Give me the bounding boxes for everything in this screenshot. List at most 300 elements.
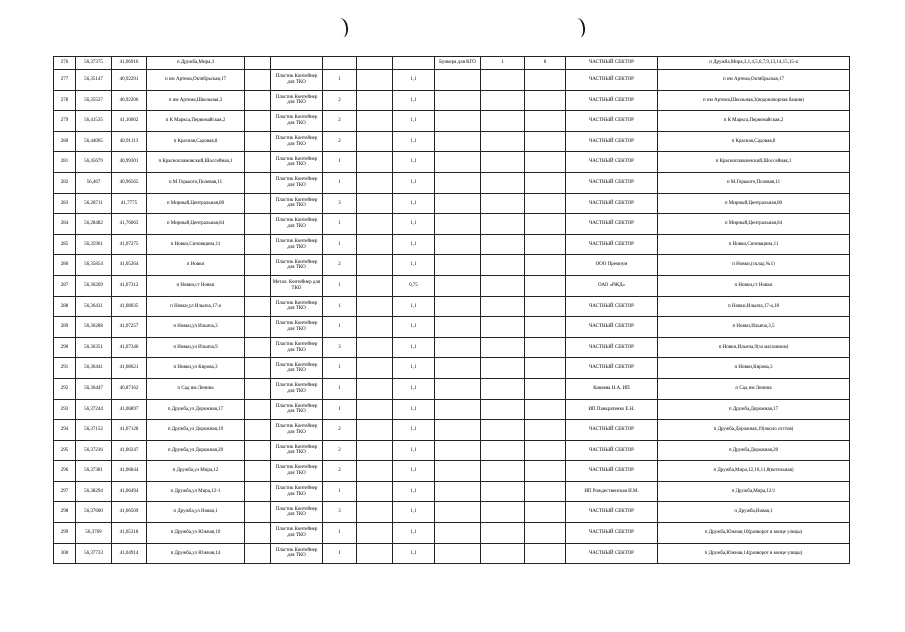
cell-empty — [357, 440, 393, 461]
table-row — [54, 193, 850, 214]
table-row — [54, 57, 850, 70]
cell-container-volume — [393, 57, 435, 70]
cell-latitude: 56,44065 — [76, 131, 112, 152]
cell-longitude: 40,91113 — [112, 131, 147, 152]
table-row — [54, 502, 850, 523]
cell-address: п им Артема,Школьная,3 — [147, 90, 245, 111]
cell-bunker-type — [435, 461, 481, 482]
cell-address: п Новки,ул Ильича,3 — [147, 317, 245, 338]
cell-longitude: 41,06844 — [112, 461, 147, 482]
cell-bunker-volume — [525, 358, 566, 379]
cell-waste-source: п Мирный,Центральная,80 — [658, 193, 850, 214]
table-row — [54, 378, 850, 399]
cell-owner: ЧАСТНЫЙ СЕКТОР — [566, 543, 658, 564]
cell-empty — [245, 214, 271, 235]
cell-waste-source: п Дружба,Новая,1 — [658, 502, 850, 523]
cell-empty — [245, 296, 271, 317]
cell-bunker-count — [481, 317, 525, 338]
cell-waste-source: п Новки,Ильича,9(за магазином) — [658, 337, 850, 358]
cell-bunker-volume: 8 — [525, 57, 566, 70]
cell-empty — [357, 214, 393, 235]
cell-empty — [357, 358, 393, 379]
cell-waste-source: п Новки,Сиповщина,11 — [658, 234, 850, 255]
cell-latitude: 56,37244 — [76, 399, 112, 420]
cell-waste-source: п Новки,(склад №1) — [658, 255, 850, 276]
cell-row-number: 290 — [54, 337, 76, 358]
cell-bunker-type — [435, 378, 481, 399]
cell-container-type: Пластик Контейнер для ТКО — [271, 378, 323, 399]
cell-row-number: 284 — [54, 214, 76, 235]
cell-latitude: 56,35961 — [76, 234, 112, 255]
table-row — [54, 275, 850, 296]
table-row — [54, 214, 850, 235]
cell-container-volume: 1,1 — [393, 502, 435, 523]
cell-container-type: Пластик Контейнер для ТКО — [271, 440, 323, 461]
cell-container-volume: 1,1 — [393, 399, 435, 420]
cell-latitude: 56,28711 — [76, 193, 112, 214]
table-row — [54, 543, 850, 564]
cell-waste-source: п Новки,Ильича,3,5 — [658, 317, 850, 338]
cell-container-count — [323, 57, 357, 70]
cell-bunker-count — [481, 378, 525, 399]
cell-longitude: 40,92206 — [112, 90, 147, 111]
cell-bunker-volume — [525, 317, 566, 338]
cell-bunker-type — [435, 543, 481, 564]
cell-bunker-volume — [525, 296, 566, 317]
cell-longitude: 41,7775 — [112, 193, 147, 214]
cell-bunker-volume — [525, 337, 566, 358]
cell-owner: ОАО «РЖД» — [566, 275, 658, 296]
cell-longitude: 41,07312 — [112, 275, 147, 296]
cell-latitude: 56,28482 — [76, 214, 112, 235]
cell-bunker-volume — [525, 255, 566, 276]
cell-longitude: 41,04914 — [112, 543, 147, 564]
cell-bunker-count — [481, 193, 525, 214]
table-row — [54, 296, 850, 317]
cell-bunker-count — [481, 543, 525, 564]
cell-empty — [357, 543, 393, 564]
cell-address: п Дружба,ул Мира,12-1 — [147, 481, 245, 502]
cell-bunker-volume — [525, 70, 566, 91]
cell-longitude: 41,08621 — [112, 358, 147, 379]
cell-container-type: Пластик Контейнер для ТКО — [271, 255, 323, 276]
cell-waste-source: п Новки,Кирова,3 — [658, 358, 850, 379]
table-row — [54, 358, 850, 379]
cell-bunker-count — [481, 234, 525, 255]
cell-bunker-count — [481, 172, 525, 193]
cell-empty — [245, 57, 271, 70]
cell-bunker-count — [481, 502, 525, 523]
cell-empty — [245, 420, 271, 441]
cell-row-number: 281 — [54, 152, 76, 173]
cell-container-volume: 0,75 — [393, 275, 435, 296]
cell-address: п Дружба,ул Дорожная,17 — [147, 399, 245, 420]
cell-row-number: 297 — [54, 481, 76, 502]
cell-row-number: 292 — [54, 378, 76, 399]
cell-bunker-count — [481, 420, 525, 441]
cell-address: п Дружба,ул Дорожная,19 — [147, 420, 245, 441]
cell-longitude: 41,07257 — [112, 317, 147, 338]
cell-bunker-count — [481, 440, 525, 461]
cell-container-volume: 1,1 — [393, 172, 435, 193]
cell-container-volume: 1,1 — [393, 90, 435, 111]
cell-container-volume: 1,1 — [393, 131, 435, 152]
cell-owner: ЧАСТНЫЙ СЕКТОР — [566, 111, 658, 132]
cell-container-type: Пластик Контейнер для ТКО — [271, 70, 323, 91]
table-row — [54, 461, 850, 482]
cell-bunker-count — [481, 461, 525, 482]
cell-container-count: 2 — [323, 420, 357, 441]
cell-bunker-type — [435, 523, 481, 544]
cell-container-type: Пластик Контейнер для ТКО — [271, 502, 323, 523]
cell-owner: ООО Премиум — [566, 255, 658, 276]
cell-address: п Дружба,ул Мира,12 — [147, 461, 245, 482]
cell-container-volume: 1,1 — [393, 481, 435, 502]
cell-latitude: 56,37733 — [76, 543, 112, 564]
cell-empty — [357, 57, 393, 70]
cell-container-count: 1 — [323, 70, 357, 91]
cell-address: п Дружба,ул Южная,10 — [147, 523, 245, 544]
cell-longitude: 41,76063 — [112, 214, 147, 235]
cell-latitude: 56,36288 — [76, 317, 112, 338]
table-row — [54, 399, 850, 420]
cell-bunker-volume — [525, 481, 566, 502]
cell-latitude: 56,36431 — [76, 296, 112, 317]
cell-container-count: 1 — [323, 296, 357, 317]
cell-container-volume: 1,1 — [393, 440, 435, 461]
cell-empty — [357, 131, 393, 152]
cell-empty — [357, 481, 393, 502]
table-row — [54, 90, 850, 111]
cell-latitude: 56,45679 — [76, 152, 112, 173]
cell-container-type: Пластик Контейнер для ТКО — [271, 296, 323, 317]
cell-bunker-count — [481, 111, 525, 132]
cell-owner: ЧАСТНЫЙ СЕКТОР — [566, 152, 658, 173]
cell-empty — [245, 90, 271, 111]
cell-longitude: 41,08035 — [112, 296, 147, 317]
cell-container-type: Пластик Контейнер для ТКО — [271, 337, 323, 358]
cell-row-number: 277 — [54, 70, 76, 91]
cell-empty — [357, 420, 393, 441]
cell-address: п Новки,ул Ильича,17-а — [147, 296, 245, 317]
table-row — [54, 255, 850, 276]
cell-container-count: 1 — [323, 481, 357, 502]
cell-bunker-type — [435, 131, 481, 152]
cell-address: п Новки,ул Ильича,9 — [147, 337, 245, 358]
cell-bunker-type — [435, 172, 481, 193]
cell-owner: ЧАСТНЫЙ СЕКТОР — [566, 296, 658, 317]
cell-empty — [245, 481, 271, 502]
cell-latitude: 56,37600 — [76, 502, 112, 523]
cell-row-number: 286 — [54, 255, 76, 276]
cell-row-number: 278 — [54, 90, 76, 111]
cell-container-volume: 1,1 — [393, 358, 435, 379]
cell-waste-source: п Новки,Ильича,17-а,18 — [658, 296, 850, 317]
cell-address: п Новки,ул Кирова,3 — [147, 358, 245, 379]
cell-empty — [245, 317, 271, 338]
cell-container-volume: 1,1 — [393, 234, 435, 255]
cell-longitude: 41,06247 — [112, 440, 147, 461]
cell-row-number: 296 — [54, 461, 76, 482]
cell-waste-source: п Дружба,Мира,12/1 — [658, 481, 850, 502]
cell-address: п Красная,Садовая,8 — [147, 131, 245, 152]
cell-longitude: 41,06494 — [112, 481, 147, 502]
cell-bunker-type — [435, 420, 481, 441]
cell-longitude: 41,05318 — [112, 523, 147, 544]
cell-container-count: 1 — [323, 523, 357, 544]
cell-empty — [357, 172, 393, 193]
cell-container-type: Пластик Контейнер для ТКО — [271, 481, 323, 502]
cell-row-number: 293 — [54, 399, 76, 420]
cell-bunker-volume — [525, 111, 566, 132]
cell-longitude: 41,07275 — [112, 234, 147, 255]
cell-longitude: 41,06509 — [112, 502, 147, 523]
cell-container-volume: 1,1 — [393, 70, 435, 91]
cell-owner: ЧАСТНЫЙ СЕКТОР — [566, 193, 658, 214]
cell-address: п М Горького,Полевая,11 — [147, 172, 245, 193]
cell-bunker-type — [435, 234, 481, 255]
cell-empty — [357, 90, 393, 111]
cell-empty — [245, 111, 271, 132]
cell-waste-source: п Дружба,Дорожная,20 — [658, 440, 850, 461]
cell-latitude: 56,37236 — [76, 440, 112, 461]
cell-empty — [357, 234, 393, 255]
cell-owner: ЧАСТНЫЙ СЕКТОР — [566, 523, 658, 544]
cell-bunker-type — [435, 317, 481, 338]
cell-bunker-volume — [525, 440, 566, 461]
cell-bunker-volume — [525, 543, 566, 564]
cell-bunker-type — [435, 481, 481, 502]
cell-longitude: 41,07128 — [112, 420, 147, 441]
cell-container-count: 1 — [323, 172, 357, 193]
cell-bunker-type — [435, 255, 481, 276]
cell-bunker-count — [481, 358, 525, 379]
cell-bunker-type — [435, 111, 481, 132]
cell-container-volume: 1,1 — [393, 378, 435, 399]
cell-bunker-volume — [525, 399, 566, 420]
cell-owner: ЧАСТНЫЙ СЕКТОР — [566, 131, 658, 152]
cell-row-number: 285 — [54, 234, 76, 255]
cell-waste-source: п Красноплавленский,Шоссейная,1 — [658, 152, 850, 173]
cell-container-count: 2 — [323, 131, 357, 152]
cell-container-count: 1 — [323, 399, 357, 420]
cell-container-volume: 1,1 — [393, 337, 435, 358]
cell-owner: ЧАСТНЫЙ СЕКТОР — [566, 461, 658, 482]
cell-bunker-volume — [525, 275, 566, 296]
cell-empty — [245, 543, 271, 564]
cell-empty — [357, 378, 393, 399]
cell-latitude: 56,3769 — [76, 523, 112, 544]
table-row — [54, 111, 850, 132]
cell-bunker-type: Бункера для КГО — [435, 57, 481, 70]
cell-waste-source: п Красная,Садовая,8 — [658, 131, 850, 152]
cell-container-count: 1 — [323, 234, 357, 255]
cell-container-count: 3 — [323, 193, 357, 214]
cell-container-volume: 1,1 — [393, 111, 435, 132]
cell-container-volume: 1,1 — [393, 523, 435, 544]
cell-latitude: 56,37381 — [76, 461, 112, 482]
cell-container-count: 1 — [323, 152, 357, 173]
cell-address: п К Маркса,Первомайская,2 — [147, 111, 245, 132]
cell-empty — [357, 296, 393, 317]
cell-bunker-volume — [525, 152, 566, 173]
cell-longitude: 40,92291 — [112, 70, 147, 91]
cell-owner: ЧАСТНЫЙ СЕКТОР — [566, 172, 658, 193]
cell-container-type: Пластик Контейнер для ТКО — [271, 523, 323, 544]
cell-container-volume: 1,1 — [393, 461, 435, 482]
cell-empty — [357, 461, 393, 482]
cell-bunker-count — [481, 337, 525, 358]
cell-bunker-count: 1 — [481, 57, 525, 70]
cell-row-number: 289 — [54, 317, 76, 338]
cell-row-number: 294 — [54, 420, 76, 441]
cell-owner: ЧАСТНЫЙ СЕКТОР — [566, 317, 658, 338]
cell-bunker-count — [481, 152, 525, 173]
cell-latitude: 56,37152 — [76, 420, 112, 441]
cell-address: п Новки,ст Новки — [147, 275, 245, 296]
table-row — [54, 234, 850, 255]
cell-empty — [245, 502, 271, 523]
cell-container-type: Пластик Контейнер для ТКО — [271, 131, 323, 152]
cell-container-volume: 1,1 — [393, 152, 435, 173]
cell-empty — [245, 461, 271, 482]
cell-container-type: Пластик Контейнер для ТКО — [271, 234, 323, 255]
cell-empty — [357, 255, 393, 276]
cell-bunker-type — [435, 399, 481, 420]
cell-empty — [245, 131, 271, 152]
cell-empty — [245, 337, 271, 358]
cell-container-count: 2 — [323, 111, 357, 132]
cell-latitude: 56,36269 — [76, 275, 112, 296]
cell-waste-source: п им Артема,Школьная,3(водонапорная башня) — [658, 90, 850, 111]
table-row — [54, 70, 850, 91]
cell-owner: ЧАСТНЫЙ СЕКТОР — [566, 420, 658, 441]
cell-container-count: 1 — [323, 275, 357, 296]
cell-longitude: 41,10002 — [112, 111, 147, 132]
cell-address: п им Артема,Октябрьская,17 — [147, 70, 245, 91]
cell-latitude: 56,36447 — [76, 378, 112, 399]
cell-container-count: 1 — [323, 317, 357, 338]
punch-hole-mark — [570, 17, 587, 39]
table-row — [54, 337, 850, 358]
cell-container-count: 1 — [323, 543, 357, 564]
cell-waste-source: п Дружба,Дорожная,19(около отстоя) — [658, 420, 850, 441]
cell-address: п Сад им Ленина — [147, 378, 245, 399]
cell-empty — [245, 378, 271, 399]
cell-empty — [357, 111, 393, 132]
cell-bunker-type — [435, 296, 481, 317]
cell-row-number: 288 — [54, 296, 76, 317]
cell-longitude: 40,87162 — [112, 378, 147, 399]
cell-latitude: 56,37375 — [76, 57, 112, 70]
cell-owner: Канаева Н.А. ИП — [566, 378, 658, 399]
cell-bunker-count — [481, 255, 525, 276]
cell-longitude: 41,06897 — [112, 399, 147, 420]
cell-owner: ЧАСТНЫЙ СЕКТОР — [566, 70, 658, 91]
cell-row-number: 300 — [54, 543, 76, 564]
cell-waste-source: п Новки,ст Новки — [658, 275, 850, 296]
cell-row-number: 282 — [54, 172, 76, 193]
cell-bunker-volume — [525, 523, 566, 544]
cell-bunker-type — [435, 193, 481, 214]
cell-waste-source: п Дружба,Мира,12,10,11,8(котельная) — [658, 461, 850, 482]
cell-row-number: 279 — [54, 111, 76, 132]
cell-empty — [357, 399, 393, 420]
cell-waste-source: п Дружба,Южная,14(разворот в конце улицы) — [658, 543, 850, 564]
table-row — [54, 152, 850, 173]
cell-waste-source: п К Маркса,Первомайская,2 — [658, 111, 850, 132]
cell-container-type — [271, 57, 323, 70]
cell-empty — [245, 440, 271, 461]
cell-empty — [245, 275, 271, 296]
cell-bunker-volume — [525, 172, 566, 193]
cell-container-type: Пластик Контейнер для ТКО — [271, 214, 323, 235]
cell-owner: ЧАСТНЫЙ СЕКТОР — [566, 502, 658, 523]
cell-container-type: Пластик Контейнер для ТКО — [271, 152, 323, 173]
table-row — [54, 481, 850, 502]
cell-waste-source: п М.Горького,Полевая,11 — [658, 172, 850, 193]
cell-bunker-type — [435, 337, 481, 358]
cell-empty — [245, 193, 271, 214]
cell-bunker-volume — [525, 193, 566, 214]
cell-bunker-type — [435, 90, 481, 111]
cell-address: п Дружба,ул Новая,1 — [147, 502, 245, 523]
cell-empty — [357, 337, 393, 358]
cell-latitude: 56,467 — [76, 172, 112, 193]
cell-latitude: 56,35527 — [76, 90, 112, 111]
cell-empty — [245, 234, 271, 255]
cell-bunker-volume — [525, 461, 566, 482]
cell-bunker-volume — [525, 131, 566, 152]
cell-address: п Дружба,Мира,3 — [147, 57, 245, 70]
cell-bunker-count — [481, 214, 525, 235]
cell-bunker-volume — [525, 234, 566, 255]
cell-container-volume: 1,1 — [393, 317, 435, 338]
cell-container-type: Пластик Контейнер для ТКО — [271, 111, 323, 132]
cell-bunker-type — [435, 275, 481, 296]
cell-container-type: Пластик Контейнер для ТКО — [271, 317, 323, 338]
cell-longitude: 40,99301 — [112, 152, 147, 173]
cell-container-type: Пластик Контейнер для ТКО — [271, 461, 323, 482]
cell-waste-source: п Сад им Ленина — [658, 378, 850, 399]
cell-container-volume: 1,1 — [393, 420, 435, 441]
cell-waste-source: п Мирный,Центральная,84 — [658, 214, 850, 235]
cell-container-count: 3 — [323, 337, 357, 358]
cell-bunker-volume — [525, 420, 566, 441]
cell-bunker-count — [481, 70, 525, 91]
cell-container-count: 2 — [323, 255, 357, 276]
table-row — [54, 317, 850, 338]
cell-container-volume: 1,1 — [393, 543, 435, 564]
cell-bunker-count — [481, 90, 525, 111]
cell-bunker-count — [481, 481, 525, 502]
cell-empty — [357, 523, 393, 544]
cell-row-number: 287 — [54, 275, 76, 296]
cell-container-type: Пластик Контейнер для ТКО — [271, 543, 323, 564]
cell-container-volume: 1,1 — [393, 296, 435, 317]
cell-bunker-volume — [525, 502, 566, 523]
cell-bunker-volume — [525, 90, 566, 111]
cell-empty — [245, 152, 271, 173]
table-row — [54, 172, 850, 193]
cell-address: п Мирный,Центральная,84 — [147, 214, 245, 235]
cell-owner: ЧАСТНЫЙ СЕКТОР — [566, 358, 658, 379]
cell-row-number: 280 — [54, 131, 76, 152]
cell-address: п Дружба,ул Южная,14 — [147, 543, 245, 564]
cell-row-number: 276 — [54, 57, 76, 70]
cell-empty — [357, 317, 393, 338]
cell-longitude: 41,06916 — [112, 57, 147, 70]
